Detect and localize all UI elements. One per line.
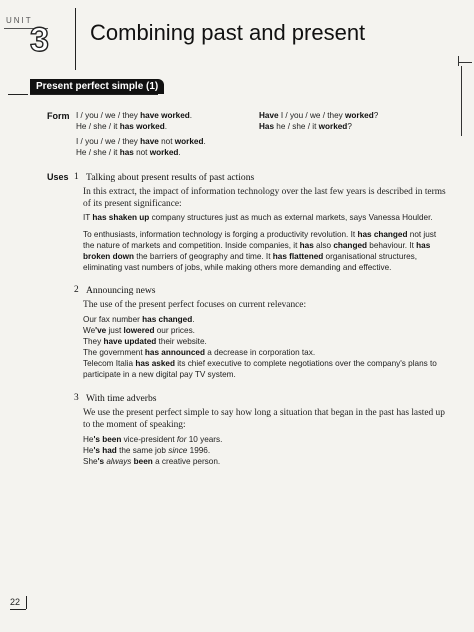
example-sentence: He's been vice-president for 10 years. [83,435,223,444]
form-line: I / you / we / they have worked. [76,111,193,120]
form-line: He / she / it has not worked. [76,148,181,157]
use-heading: Talking about present results of past actions [86,172,255,183]
use-heading: Announcing news [86,285,156,296]
form-question: Have I / you / we / they worked? [259,111,379,120]
page-number-bracket [26,596,27,609]
page-number-rule [10,609,26,610]
example-sentence: Telecom Italia has asked its chief executive to complete negotiations over the company's plans to [83,359,437,368]
example-sentence: She's always been a creative person. [83,457,221,466]
margin-bracket-side [461,66,462,136]
section-rule [8,94,28,95]
example-paragraph-line: eliminating vast numbers of jobs, while making others more demanding and effective. [83,263,392,272]
unit-divider [75,8,76,70]
example-sentence: Our fax number has changed. [83,315,195,324]
example-sentence: He's had the same job since 1996. [83,446,211,455]
use-intro: to the moment of speaking: [83,420,186,430]
page-title: Combining past and present [90,20,366,45]
example-sentence: We've just lowered our prices. [83,326,195,335]
section-title: Present perfect simple (1) [30,79,164,94]
use-intro: We use the present perfect simple to say how long a situation that began in the past has lasted up [83,408,445,418]
margin-bracket-top [458,62,472,63]
use-number: 3 [74,393,79,403]
uses-label: Uses [47,172,69,182]
margin-bracket [458,56,459,66]
example-sentence: IT has shaken up company structures just as much as external markets, says Vanessa Houlder. [83,213,433,222]
form-question: Has he / she / it worked? [259,122,352,131]
example-sentence: They have updated their website. [83,337,207,346]
example-sentence: participate in a new digital pay TV system. [83,370,236,379]
example-paragraph-line: To enthusiasts, information technology is forging a productivity revolution. It has changed not just [83,230,437,239]
unit-label: UNIT [6,16,33,25]
example-sentence: The government has announced a decrease in corporation tax. [83,348,316,357]
example-paragraph-line: the nature of markets and competition. Inside companies, it has also changed behaviour. It has [83,241,431,250]
use-number: 2 [74,285,79,295]
use-intro: of its present significance: [83,199,182,209]
unit-number: 3 [30,21,49,59]
form-line: He / she / it has worked. [76,122,168,131]
form-line: I / you / we / they have not worked. [76,137,206,146]
example-paragraph-line: broken down the barriers of geography and time. It has flattened organisational structures, [83,252,418,261]
form-label: Form [47,111,70,121]
use-intro: The use of the present perfect focuses on current relevance: [83,300,307,310]
use-number: 1 [74,172,79,182]
use-intro: In this extract, the impact of information technology over the last few years is described in terms [83,187,446,197]
use-heading: With time adverbs [86,393,157,404]
page-number: 22 [10,597,21,607]
